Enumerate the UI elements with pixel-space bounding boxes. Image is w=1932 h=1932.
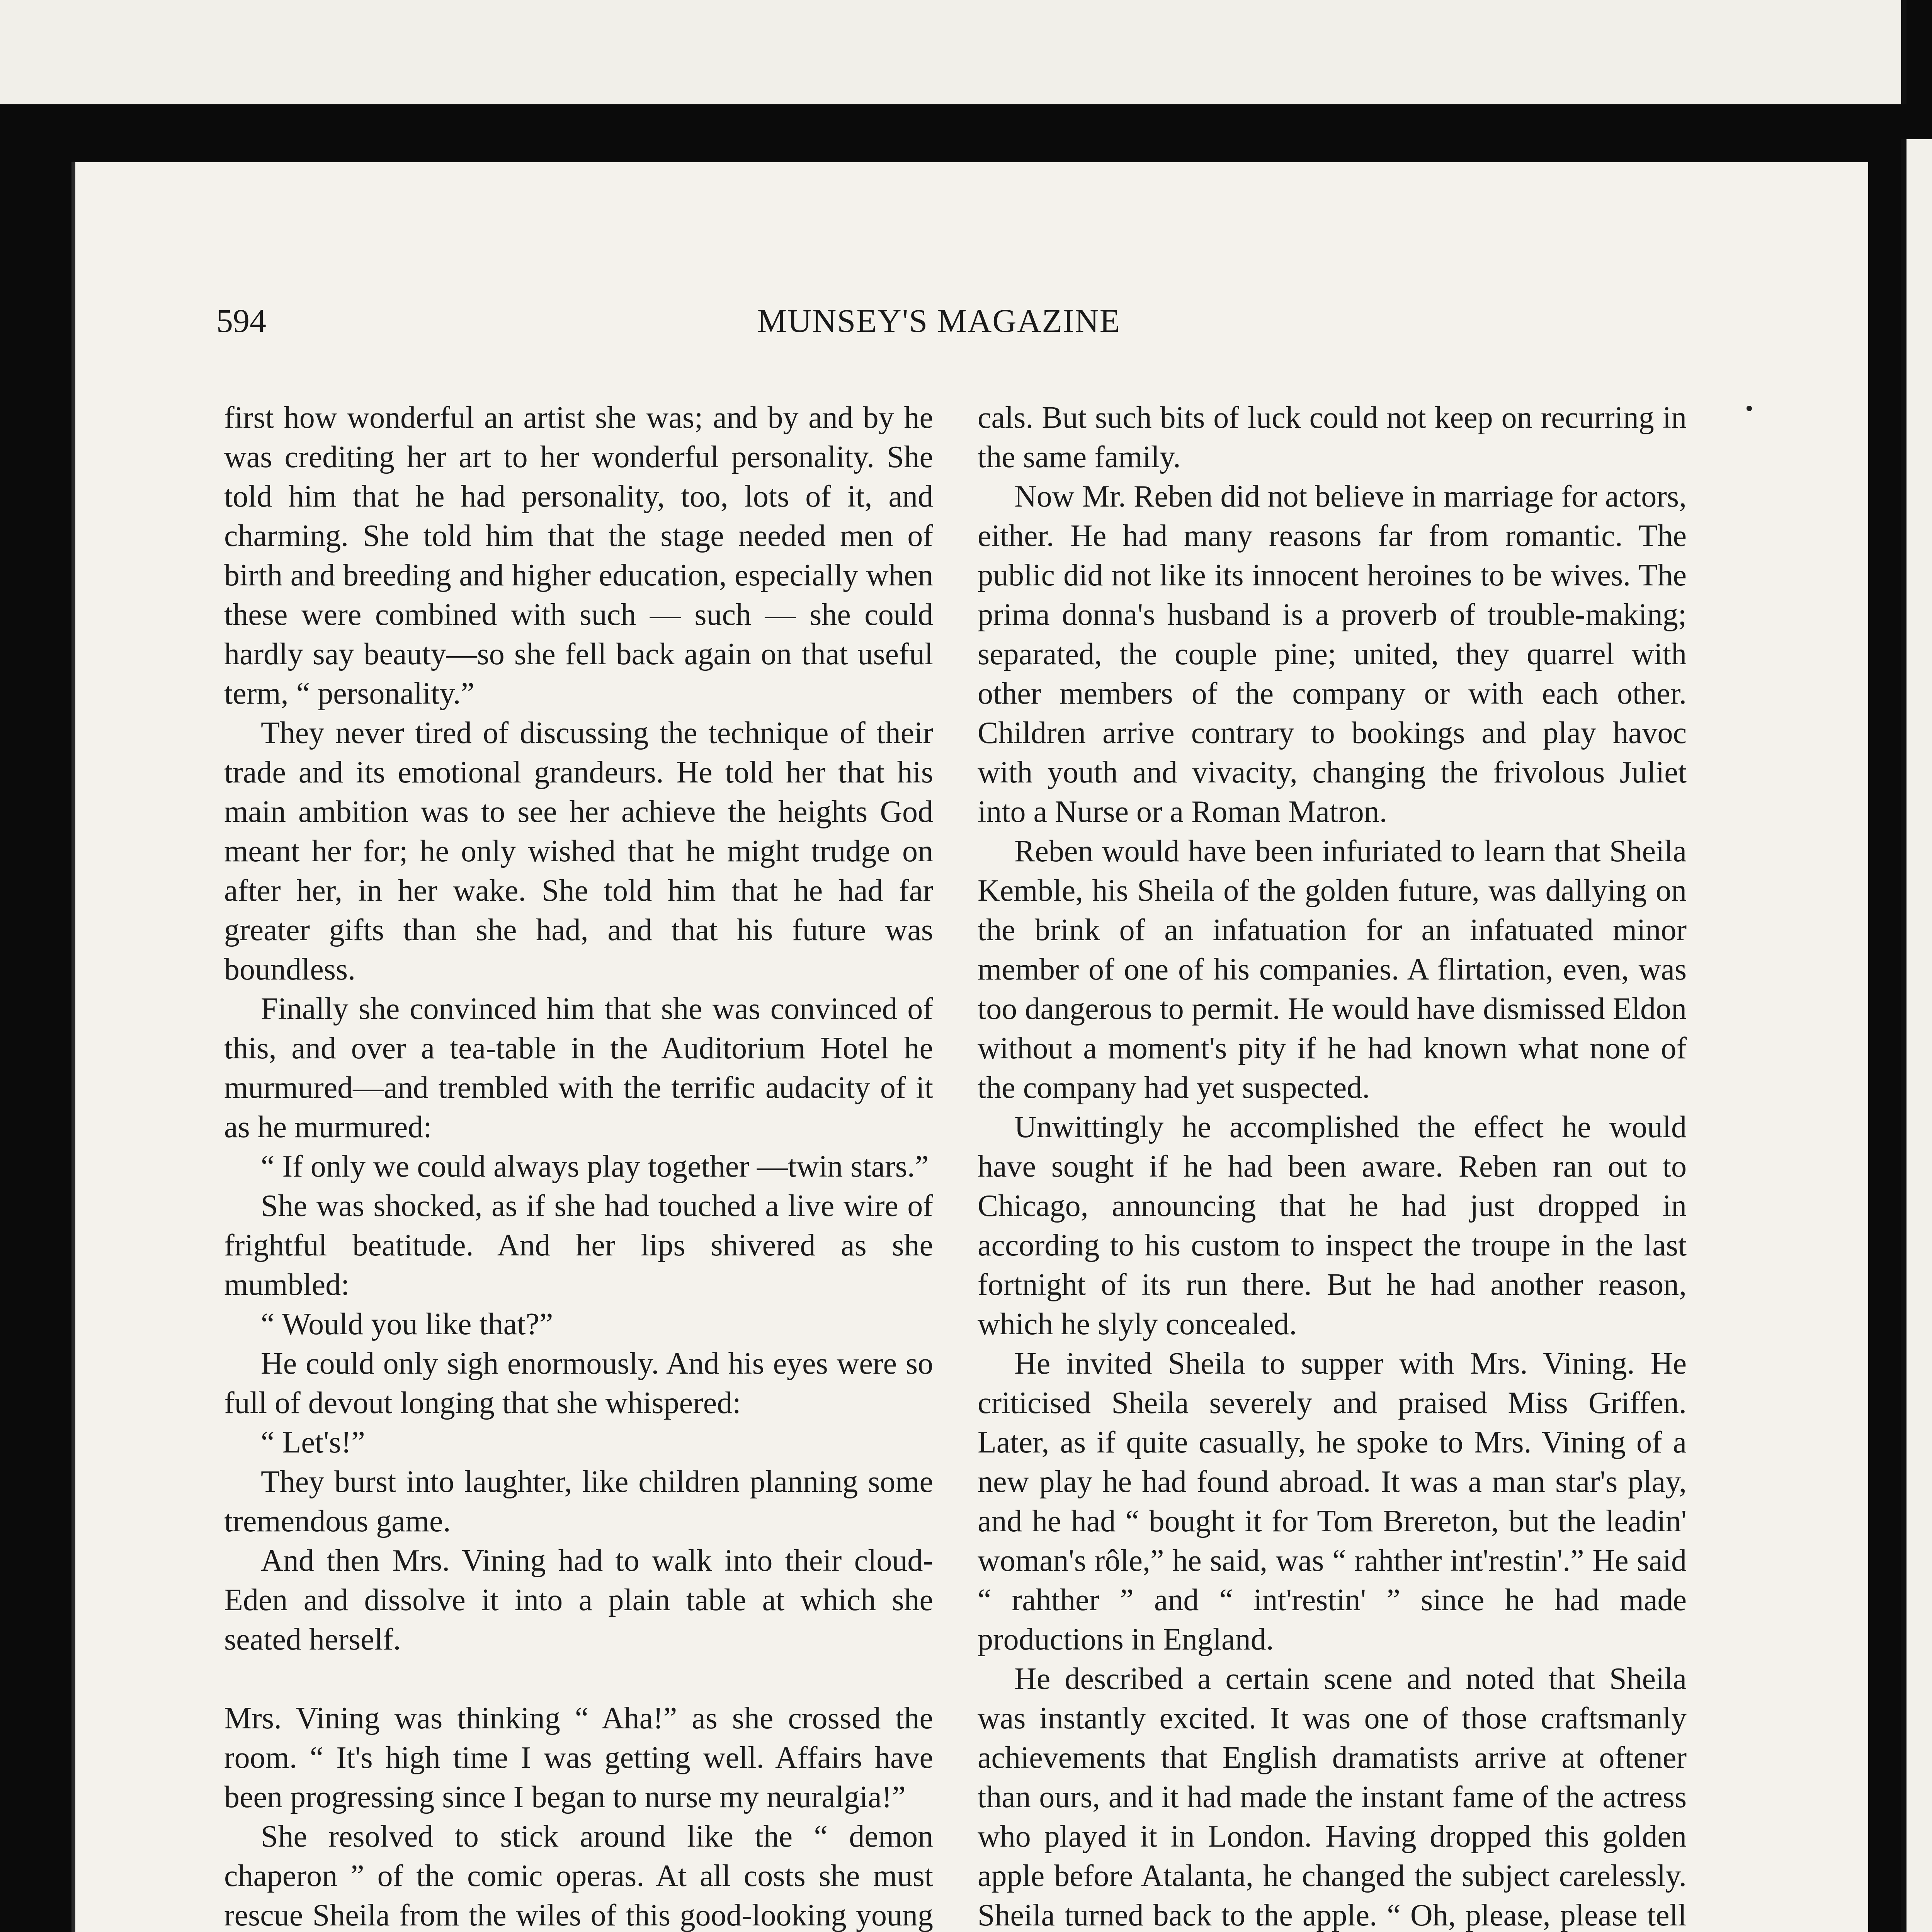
previous-page-fragment [0,0,1901,104]
paragraph: They burst into laughter, like children planning some tremendous game. [224,1465,933,1538]
paragraph: They never tired of discussing the technique of their trade and its emotional grandeurs. He told her that his main ambition was to see her achieve the heights God meant her for; he only wished that he might trudge on after her, in her wake. She told him that he had far greater gifts than she had, and that his future was boundless. [224,716,933,986]
paragraph: He could only sigh enormously. And his eyes were so full of devout longing that she whispered: [224,1347,933,1420]
paragraph: first how wonderful an artist she was; and by and by he was crediting her art to her wonderful personality. She told him that he had personality, too, lots of it, and charming. She told him that the stage needed men of birth and breeding and higher education, especially when these were combined with such — such — she could hardly say beauty—so she fell back again on that useful term, “ personality.” [224,401,933,711]
page-number: 594 [216,302,266,339]
running-header [147,301,1731,348]
paragraph: “ Would you like that?” [261,1307,553,1341]
right-column [978,398,1687,1932]
paragraph: Now Mr. Reben did not believe in marriage for actors, either. He had many reasons far from romantic. The public did not like its innocent heroines to be wives. The prima donna's husband is a proverb of trouble-making; separated, the couple pine; united, they quarrel with other members of the company or with each other. Children arrive contrary to bookings and play havoc with youth and vivacity, changing the frivolous Juliet into a Nurse or a Roman Matron. [978,480,1687,829]
paragraph: cals. But such bits of luck could not keep on recurring in the same family. [978,401,1687,474]
paragraph: Finally she convinced him that she was convinced of this, and over a tea-table in the Auditorium Hotel he murmured—and trembled with the terrific audacity of it as he murmured: [224,992,933,1144]
paragraph: And then Mrs. Vining had to walk into their cloud-Eden and dissolve it into a plain table at which she seated herself. [224,1544,933,1656]
adjacent-page-edge [1901,139,1932,1932]
paragraph: “ Let's!” [261,1425,365,1459]
print-speck [1747,406,1752,411]
paragraph: Mrs. Vining was thinking “ Aha!” as she crossed the room. “ It's high time I was getting well. Affairs have been progressing since I began to nurse my neuralgia!” [224,1701,933,1814]
paragraph: She was shocked, as if she had touched a live wire of frightful beatitude. And her lips shivered as she mumbled: [224,1189,933,1302]
paragraph: She resolved to stick around like the “ demon chaperon ” of the comic operas. At all costs she must rescue Sheila from the wiles of this good-looking young [224,1820,933,1932]
paragraph: He described a certain scene and noted that Sheila was instantly excited. It was one of those craftsmanly achievements that English dramatists arrive at oftener than ours, and it had made the instant fame of the actress who played it in London. Having dropped this golden apple before Atalanta, he changed the subject carelessly. Sheila turned back to the apple. “ Oh, please, please tell [978,1662,1687,1932]
magazine-title: MUNSEY'S MAGAZINE [757,302,1121,339]
page-edge [1901,0,1906,104]
left-column [224,398,933,1932]
paragraph: Reben would have been infuriated to learn that Sheila Kemble, his Sheila of the golden future, was dallying on the brink of an infatuation for an infatuated minor member of one of his companies. A flirtation, even, was too dangerous to permit. He would have dismissed Eldon without a moment's pity if he had known what none of the company had yet suspected. [978,834,1687,1105]
paragraph: He invited Sheila to supper with Mrs. Vining. He criticised Sheila severely and praised Miss Griffen. Later, as if quite casually, he spoke to Mrs. Vining of a new play he had found abroad. It was a man star's play, and he had “ bought it for Tom Brereton, but the leadin' woman's rôle,” he said, was “ rahther int'restin'.” He said “ rahther ” and “ int'restin' ” since he had made productions in England. [978,1347,1687,1656]
paragraph: “ If only we could always play together —twin stars.” [261,1150,929,1184]
paragraph: Unwittingly he accomplished the effect he would have sought if he had been aware. Reben ran out to Chicago, announcing that he had just dropped in according to his custom to inspect the troupe in the last fortnight of its run there. But he had another reason, which he slyly concealed. [978,1110,1687,1341]
